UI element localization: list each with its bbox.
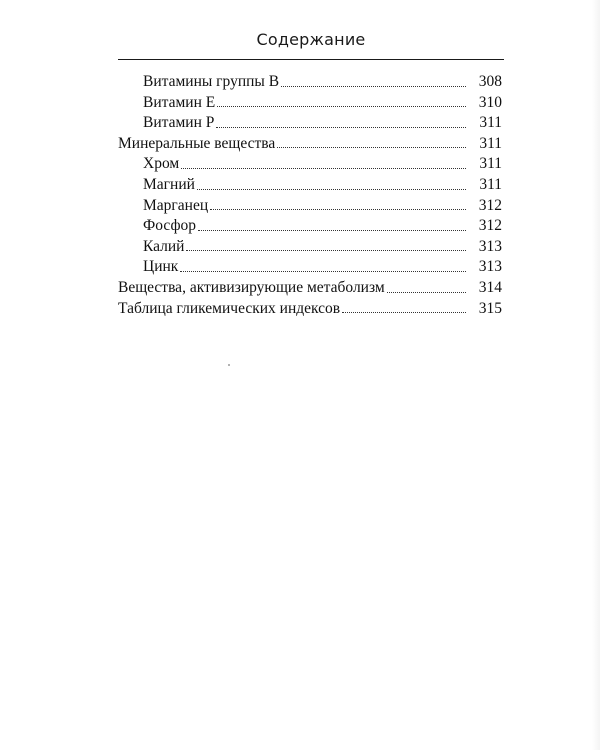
toc-entry-label: Магний xyxy=(143,176,195,194)
dot-leader xyxy=(210,209,466,210)
dot-leader xyxy=(217,106,466,107)
dot-leader xyxy=(277,147,466,148)
toc-entry-vitamin-e xyxy=(0,90,600,111)
page-edge-shadow xyxy=(592,0,600,750)
dot-leader xyxy=(197,189,466,190)
header-rule xyxy=(118,59,504,60)
toc-entry-vitamins-b xyxy=(0,69,600,90)
toc-entry-zinc xyxy=(0,254,600,275)
dot-leader xyxy=(216,127,466,128)
toc-entry-label: Марганец xyxy=(143,196,209,214)
table-of-contents xyxy=(0,69,600,316)
dot-leader xyxy=(198,230,466,231)
toc-entry-label: Цинк xyxy=(143,258,179,276)
toc-entry-page-number: 308 xyxy=(478,73,502,91)
toc-entry-magnesium xyxy=(0,172,600,193)
running-header-title: Содержание xyxy=(256,30,366,49)
toc-entry-minerals xyxy=(0,131,600,152)
toc-entry-glycemic-index-table xyxy=(0,296,600,317)
toc-entry-label: Вещества, активизирующие метаболизм xyxy=(118,279,385,297)
toc-entry-label: Витамин Р xyxy=(143,114,215,132)
toc-entry-page-number: 311 xyxy=(479,155,502,173)
toc-entry-manganese xyxy=(0,193,600,214)
paper-speck xyxy=(228,364,230,366)
toc-entry-metabolism-activators xyxy=(0,275,600,296)
toc-entry-page-number: 312 xyxy=(478,196,502,214)
dot-leader xyxy=(181,168,466,169)
toc-entry-phosphorus xyxy=(0,213,600,234)
dot-leader xyxy=(281,86,466,87)
toc-entry-label: Фосфор xyxy=(143,217,196,235)
dot-leader xyxy=(342,312,466,313)
dot-leader xyxy=(387,292,466,293)
toc-entry-label: Таблица гликемических индексов xyxy=(118,299,341,317)
dot-leader xyxy=(180,271,466,272)
toc-entry-page-number: 311 xyxy=(479,114,502,132)
toc-entry-potassium xyxy=(0,234,600,255)
toc-entry-page-number: 312 xyxy=(478,217,502,235)
toc-entry-chromium xyxy=(0,151,600,172)
toc-entry-page-number: 315 xyxy=(478,299,502,317)
toc-entry-label: Минеральные вещества xyxy=(118,134,276,152)
toc-entry-page-number: 314 xyxy=(478,279,502,297)
toc-entry-page-number: 310 xyxy=(478,93,502,111)
toc-entry-page-number: 313 xyxy=(478,237,502,255)
toc-entry-page-number: 311 xyxy=(479,176,502,194)
toc-entry-label: Витамины группы В xyxy=(143,73,280,91)
toc-entry-label: Витамин Е xyxy=(143,93,216,111)
toc-entry-vitamin-p xyxy=(0,110,600,131)
toc-entry-label: Хром xyxy=(143,155,180,173)
toc-entry-label: Калий xyxy=(143,237,185,255)
toc-entry-page-number: 313 xyxy=(478,258,502,276)
toc-entry-page-number: 311 xyxy=(479,134,502,152)
dot-leader xyxy=(186,250,466,251)
